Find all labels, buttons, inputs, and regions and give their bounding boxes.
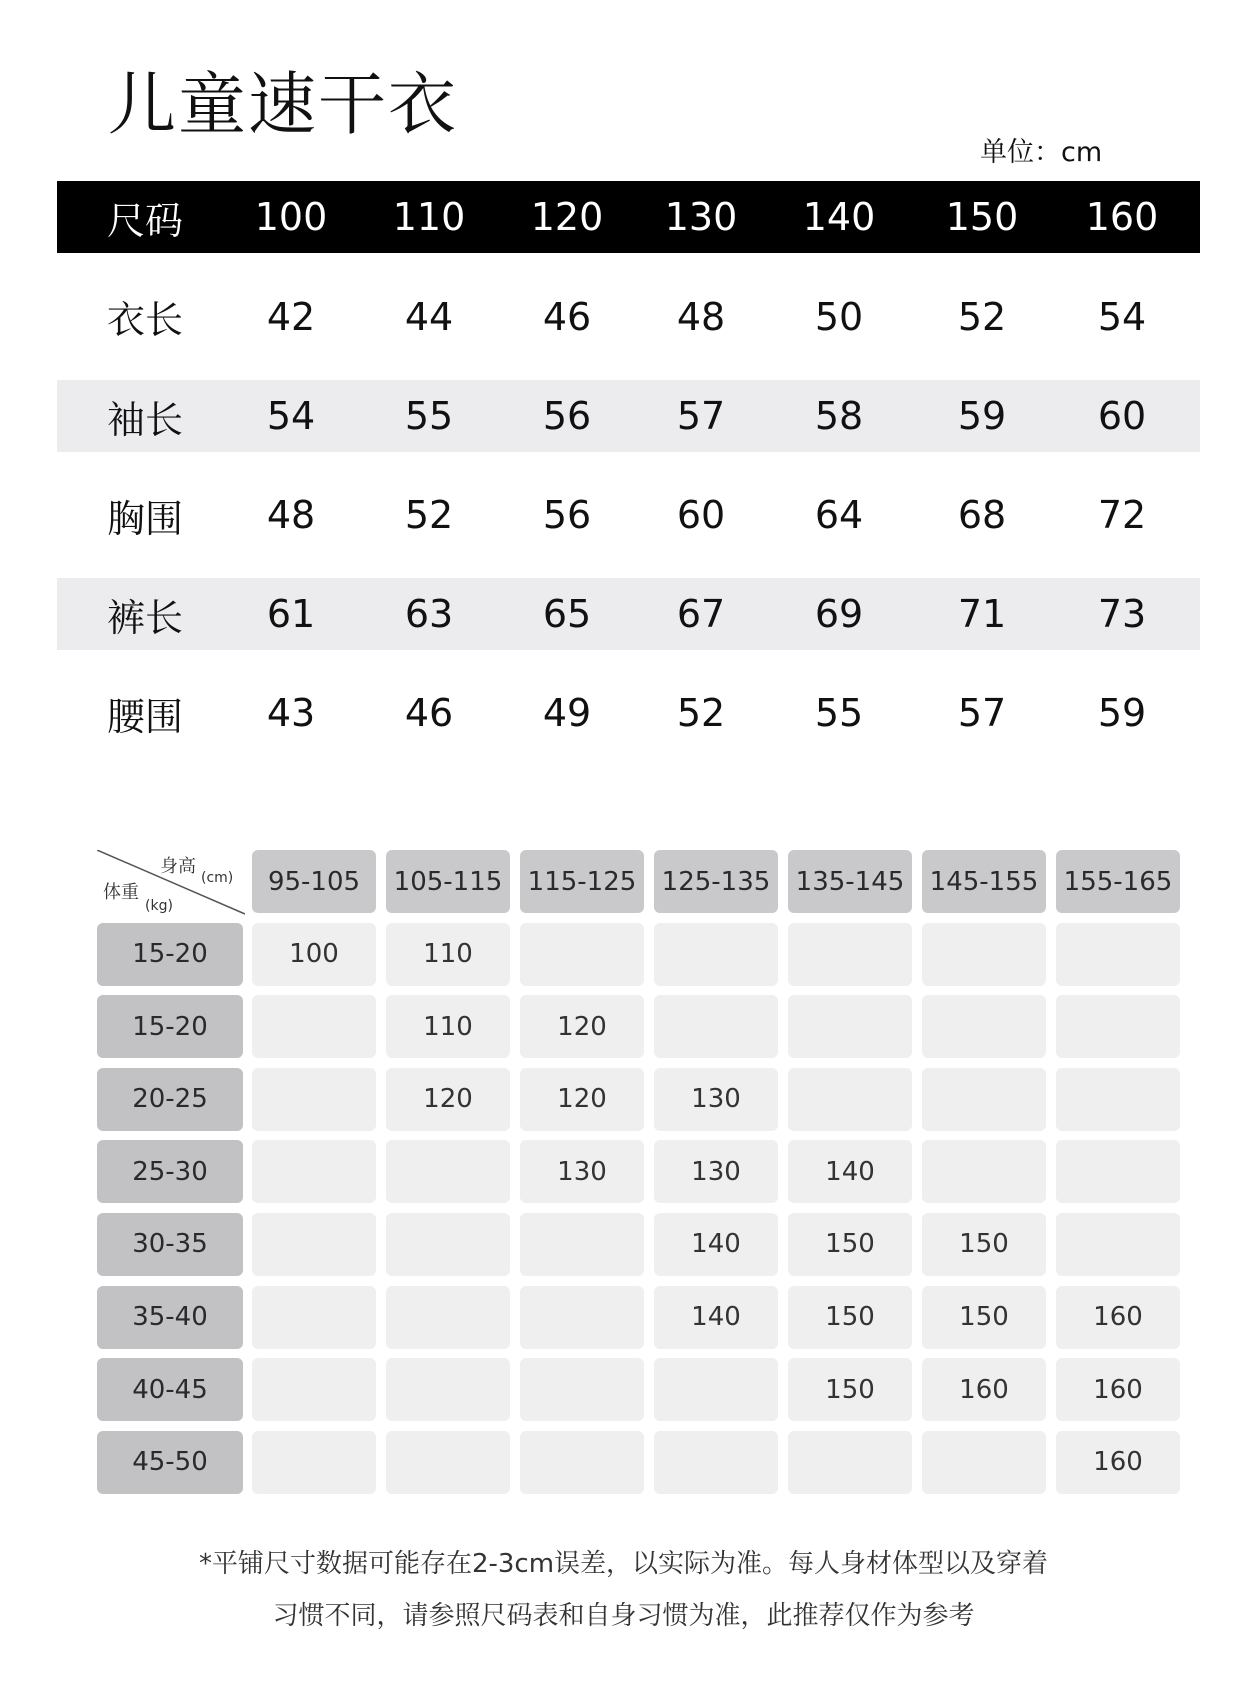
table-cell: 54 [266, 394, 316, 438]
grid-cell: 160 [922, 1358, 1046, 1421]
weight-header: 20-25 [97, 1068, 243, 1131]
table-cell: 63 [404, 592, 454, 636]
grid-cell [788, 1068, 912, 1131]
grid-cell [520, 923, 644, 986]
grid-cell [788, 1431, 912, 1494]
grid-cell: 130 [520, 1140, 644, 1203]
grid-cell [654, 923, 778, 986]
grid-cell: 160 [1056, 1431, 1180, 1494]
grid-cell: 110 [386, 995, 510, 1058]
grid-cell: 120 [386, 1068, 510, 1131]
grid-cell [922, 995, 1046, 1058]
grid-cell [654, 1431, 778, 1494]
table-cell: 49 [542, 691, 592, 735]
grid-cell [252, 1286, 376, 1349]
grid-cell [788, 995, 912, 1058]
size-table-header [57, 181, 1200, 253]
grid-cell: 120 [520, 995, 644, 1058]
grid-cell [922, 923, 1046, 986]
grid-cell [922, 1068, 1046, 1131]
size-table-row [57, 452, 1200, 578]
table-cell: 42 [266, 294, 316, 339]
table-cell: 54 [1097, 294, 1147, 339]
grid-cell [654, 1358, 778, 1421]
table-cell: 60 [1097, 394, 1147, 438]
grid-cell: 140 [654, 1286, 778, 1349]
table-cell: 57 [957, 691, 1007, 735]
grid-cell: 100 [252, 923, 376, 986]
height-header: 125-135 [654, 850, 778, 913]
table-cell: 57 [676, 394, 726, 438]
table-cell: 59 [1097, 691, 1147, 735]
size-table-row [57, 578, 1200, 650]
grid-cell [252, 995, 376, 1058]
row-label: 袖长 [107, 397, 184, 442]
weight-header: 15-20 [97, 995, 243, 1058]
table-cell: 65 [542, 592, 592, 636]
page-title: 儿童速干衣 [108, 66, 459, 145]
weight-header: 30-35 [97, 1213, 243, 1276]
table-cell: 58 [814, 394, 864, 438]
header-size: 120 [530, 195, 604, 239]
header-size: 140 [802, 195, 876, 239]
table-cell: 52 [404, 493, 454, 537]
size-table [57, 181, 1200, 776]
row-label: 腰围 [107, 694, 184, 739]
table-cell: 73 [1097, 592, 1147, 636]
header-size: 150 [945, 195, 1019, 239]
grid-cell: 110 [386, 923, 510, 986]
table-cell: 50 [814, 294, 864, 339]
grid-cell: 140 [788, 1140, 912, 1203]
grid-cell [1056, 923, 1180, 986]
table-cell: 69 [814, 592, 864, 636]
table-cell: 56 [542, 493, 592, 537]
weight-header: 25-30 [97, 1140, 243, 1203]
grid-cell [252, 1068, 376, 1131]
grid-cell [520, 1286, 644, 1349]
table-cell: 46 [404, 691, 454, 735]
height-header: 95-105 [252, 850, 376, 913]
size-table-row [57, 650, 1200, 776]
table-cell: 48 [266, 493, 316, 537]
grid-cell [1056, 1140, 1180, 1203]
grid-cell [386, 1431, 510, 1494]
table-cell: 67 [676, 592, 726, 636]
height-header: 155-165 [1056, 850, 1180, 913]
table-cell: 44 [404, 294, 454, 339]
grid-cell [788, 923, 912, 986]
grid-cell [922, 1140, 1046, 1203]
grid-cell [1056, 995, 1180, 1058]
footnote-line-2: 习惯不同，请参照尺码表和自身习惯为准，此推荐仅作为参考 [272, 1601, 975, 1631]
grid-cell [252, 1431, 376, 1494]
weight-header: 15-20 [97, 923, 243, 986]
header-label: 尺码 [107, 198, 184, 243]
grid-cell [520, 1431, 644, 1494]
table-cell: 64 [814, 493, 864, 537]
height-unit: (cm) [201, 870, 234, 886]
table-cell: 56 [542, 394, 592, 438]
grid-cell [252, 1358, 376, 1421]
height-header: 135-145 [788, 850, 912, 913]
table-cell: 55 [404, 394, 454, 438]
table-cell: 46 [542, 294, 592, 339]
table-cell: 52 [676, 691, 726, 735]
grid-cell: 130 [654, 1140, 778, 1203]
grid-cell [252, 1213, 376, 1276]
grid-cell [922, 1431, 1046, 1494]
header-size: 130 [664, 195, 738, 239]
grid-cell: 140 [654, 1213, 778, 1276]
row-label: 裤长 [107, 595, 184, 640]
grid-cell [386, 1213, 510, 1276]
table-cell: 71 [957, 592, 1007, 636]
weight-unit: (kg) [145, 898, 173, 914]
table-cell: 43 [266, 691, 316, 735]
weight-header: 45-50 [97, 1431, 243, 1494]
grid-cell [386, 1286, 510, 1349]
table-cell: 60 [676, 493, 726, 537]
grid-cell [520, 1358, 644, 1421]
row-label: 衣长 [107, 298, 184, 342]
grid-cell: 150 [922, 1286, 1046, 1349]
table-cell: 72 [1097, 493, 1147, 537]
header-size: 100 [254, 195, 328, 239]
unit-label: 单位：cm [980, 137, 1103, 168]
size-table-row [57, 380, 1200, 452]
grid-cell [386, 1358, 510, 1421]
grid-cell: 160 [1056, 1286, 1180, 1349]
grid-cell: 160 [1056, 1358, 1180, 1421]
grid-cell [520, 1213, 644, 1276]
height-header: 115-125 [520, 850, 644, 913]
header-size: 110 [392, 195, 466, 239]
table-cell: 61 [266, 592, 316, 636]
grid-cell: 120 [520, 1068, 644, 1131]
grid-cell [654, 995, 778, 1058]
weight-header: 40-45 [97, 1358, 243, 1421]
weight-axis-label: 体重 [103, 882, 139, 903]
table-cell: 68 [957, 493, 1007, 537]
grid-corner [97, 850, 245, 918]
grid-cell: 150 [788, 1358, 912, 1421]
table-cell: 59 [957, 394, 1007, 438]
height-header: 105-115 [386, 850, 510, 913]
grid-cell: 150 [788, 1213, 912, 1276]
table-cell: 52 [957, 294, 1007, 339]
grid-cell [1056, 1213, 1180, 1276]
grid-cell [1056, 1068, 1180, 1131]
grid-cell: 150 [922, 1213, 1046, 1276]
grid-cell: 130 [654, 1068, 778, 1131]
footnote-line-1: *平铺尺寸数据可能存在2-3cm误差，以实际为准。每人身材体型以及穿着 [198, 1549, 1049, 1579]
grid-cell [386, 1140, 510, 1203]
table-cell: 48 [676, 294, 726, 339]
header-size: 160 [1085, 195, 1159, 239]
height-header: 145-155 [922, 850, 1046, 913]
weight-header: 35-40 [97, 1286, 243, 1349]
row-label: 胸围 [107, 496, 184, 541]
size-table-row [57, 253, 1200, 380]
grid-cell [252, 1140, 376, 1203]
grid-cell: 150 [788, 1286, 912, 1349]
height-axis-label: 身高 [160, 856, 196, 877]
table-cell: 55 [814, 691, 864, 735]
